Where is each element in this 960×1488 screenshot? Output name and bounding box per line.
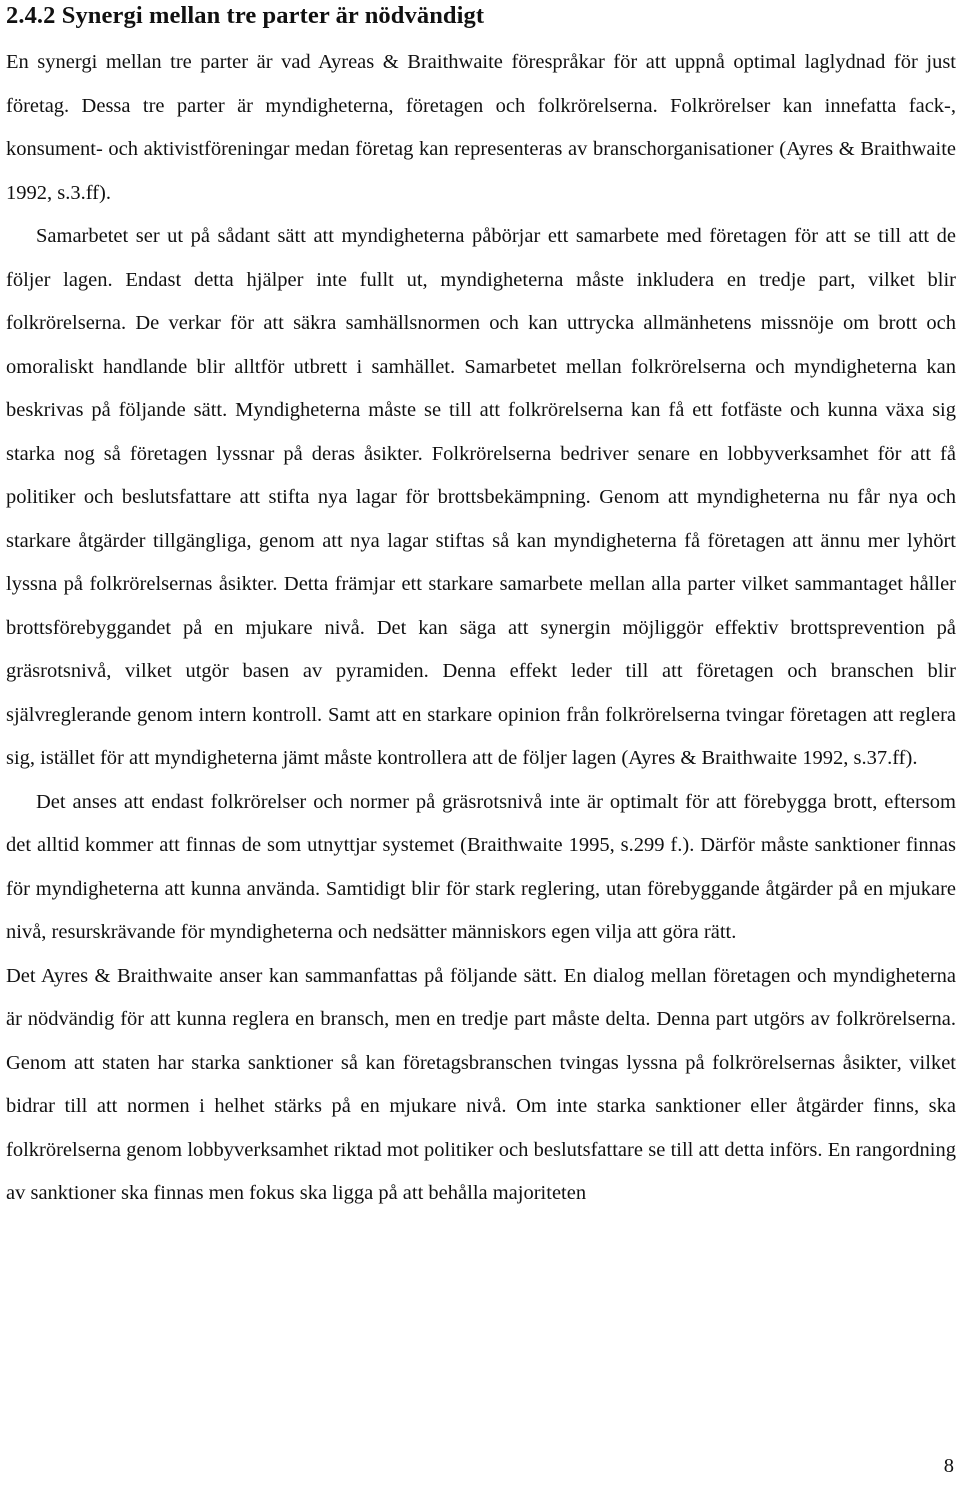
paragraph-sanctions: Det anses att endast folkrörelser och normer på gräsrotsnivå inte är optimalt för att förebygga brott, eftersom det alltid kommer att finnas de som utnyttjar systemet (Braithwaite 1995, s.299 f.). Därför måste sanktioner finnas för myndigheterna att kunna använda. Samtidigt blir för stark reglering, utan förebyggande åtgärder på en mjukare nivå, resurskrävande för myndigheterna och nedsätter människors egen vilja att göra rätt.: [6, 790, 956, 943]
paragraph-synergy-intro: En synergi mellan tre parter är vad Ayreas & Braithwaite förespråkar för att uppnå optimal laglydnad för just företag. Dessa tre parter är myndigheterna, företagen och folkrörelserna. Folkrörelser kan innefatta fack-, konsument- och aktivistföreningar medan företag kan representeras av branschorganisationer (Ayres & Braithwaite 1992, s.3.ff).: [6, 51, 956, 204]
paragraph-summary: Det Ayres & Braithwaite anser kan sammanfattas på följande sätt. En dialog mellan företagen och myndigheterna är nödvändig för att kunna reglera en bransch, men en tredje part måste delta. Denna part utgörs av folkrörelserna. Genom att staten har starka sanktioner så kan företagsbranschen tvingas lyssna på folkrörelsernas åsikter, vilket bidrar till att normen i helhet stärks på en mjukare nivå. Om inte starka sanktioner eller åtgärder finns, ska folkrörelserna genom lobbyverksamhet riktad mot politiker och beslutsfattare se till att detta införs. En rangordning av sanktioner ska finnas men fokus ska ligga på att behålla majoriteten: [6, 964, 956, 1204]
paragraph-cooperation: Samarbetet ser ut på sådant sätt att myndigheterna påbörjar ett samarbete med företagen för att se till att de följer lagen. Endast detta hjälper inte fullt ut, myndigheterna måste inkludera en tredje part, vilket blir folkrörelserna. De verkar för att säkra samhällsnormen och kan uttrycka allmänhetens missnöje om brott och omoraliskt handlande blir alltför utbrett i samhället. Samarbetet mellan folkrörelserna och myndigheterna kan beskrivas på följande sätt. Myndigheterna måste se till att folkrörelserna kan få ett fotfäste och kunna växa sig starka nog så företagen lyssnar på deras åsikter. Folkrörelserna bedriver senare en lobbyverksamhet för att få politiker och beslutsfattare att stifta nya lagar för brottsbekämpning. Genom att myndigheterna nu får nya och starkare åtgärder tillgängliga, genom att nya lagar stiftas så kan myndigheterna få företagen att ännu mer lyhört lyssna på folkrörelsernas åsikter. Detta främjar ett starkare samarbete mellan alla parter vilket sammantaget håller brottsförebyggandet på en mjukare nivå. Det kan säga att synergin möjliggör effektiv brottsprevention på gräsrotsnivå, vilket utgör basen av pyramiden. Denna effekt leder till att företagen och branschen blir självreglerande genom intern kontroll. Samt att en starkare opinion från folkrörelserna tvingar företagen att reglera sig, istället för att myndigheterna jämt måste kontrollera att de följer lagen (Ayres & Braithwaite 1992, s.37.ff).: [6, 225, 956, 769]
page-number: 8: [943, 1455, 954, 1477]
document-page: [6, 0, 956, 1216]
section-heading: 2.4.2 Synergi mellan tre parter är nödvändigt: [6, 2, 485, 29]
